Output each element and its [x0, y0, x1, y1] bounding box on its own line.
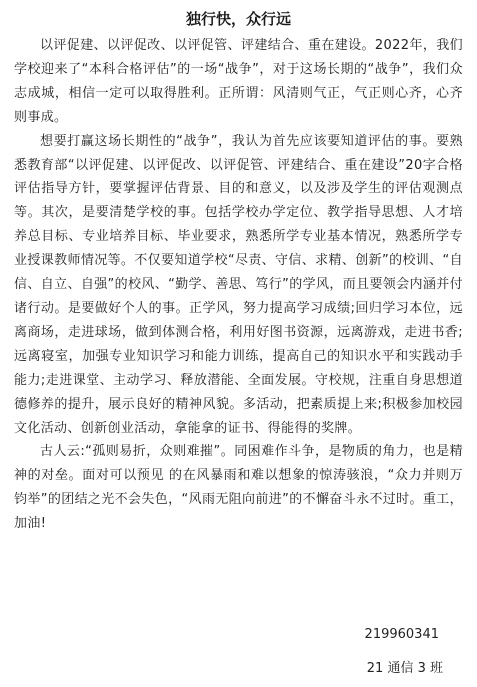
paragraph-body: 想要打赢这场长期性的“战争”，我认为首先应该要知道评估的事。要熟悉教育部“以评促建、以评促改、以评促管、评建结合、重在建设”20字合格评估指导方针，要掌握评估背景、目的和意义，以及涉及学生的评估观测点等。其次，是要清楚学校的事。包括学校办学定位、教学指导思想、人才培养总目标、专业培养目标、毕业要求，熟悉所学专业基本情况，熟悉所学专业授课教师情况等。不仅要知道学校“尽责、守信、求精、创新”的校训、“自信、自立、自强”的校风、“勤学、善思、笃行”的学风，而且要领会内涵并付诸行动。是要做好个人的事。正学风，努力提高学习成绩;回归学习本位，远离商场，走进球场，做到体测合格，利用好图书资源，远离游戏，走进书香;远离寝室，加强专业知识学习和能力训练，提高自己的知识水平和实践动手能力;走进课堂、主动学习、释放潜能、全面发展。守校规，注重自身思想道德修养的提升，展示良好的精神风貌。多活动，把素质提上来;积极参加校园文化活动、创新创业活动，拿能拿的证书、得能得的奖牌。 — [14, 133, 463, 436]
document-title: 独行快，众行远 — [185, 10, 291, 28]
paragraph-intro: 以评促建、以评促改、以评促管、评建结合、重在建设。2022年，我们学校迎来了“本科合格评估”的一场“战争”，对于这场长期的“战争”，我们众志成城，相信一定可以取得胜利。正所谓：风清则气正，气正则心齐，心齐则事成。 — [14, 38, 463, 125]
student-id: 219960341 — [364, 627, 439, 642]
paragraph-conclusion: 古人云:“孤则易折，众则难摧”。同困难作斗争，是物质的角力，也是精神的对垒。面对可以预见 的在风暴雨和难以想象的惊涛骇浪，“众力并则万钧举”的团结之光不会失色，“风雨无阻向前进”的不懈奋斗永不过时。重工，加油! — [14, 444, 463, 532]
class-name: 21 通信 3 班 — [366, 661, 443, 676]
